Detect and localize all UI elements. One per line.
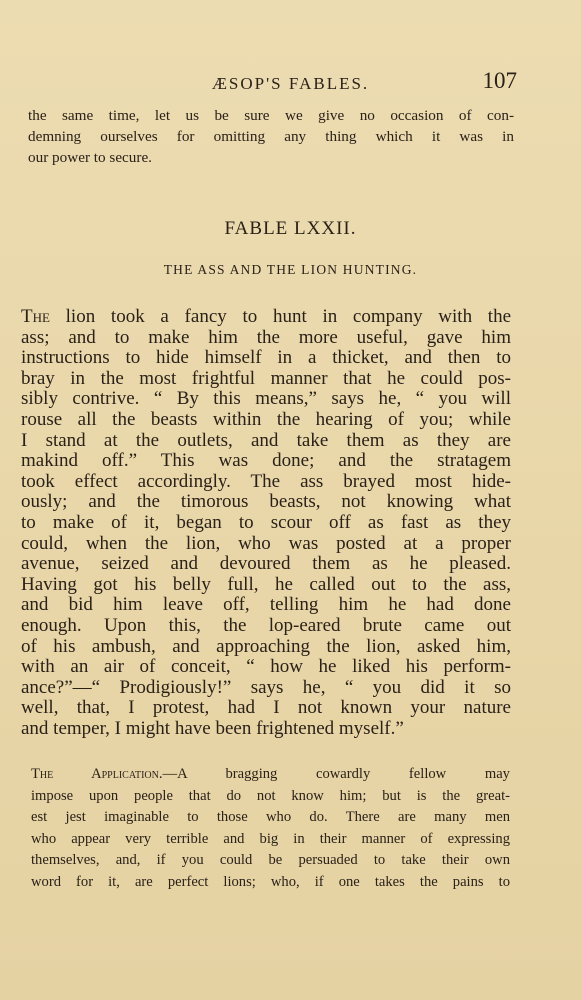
story-line: ass; and to make him the more useful, gave him — [21, 327, 511, 348]
carryover-line: the same time, let us be sure we give no occasion of con- — [28, 107, 514, 124]
story-line: ously; and the timorous beasts, not knowing what — [21, 492, 511, 513]
story-line: rouse all the beasts within the hearing of you; while — [21, 409, 511, 430]
story-line: took effect accordingly. The ass brayed most hide- — [21, 471, 511, 492]
story-first-word: The — [21, 307, 50, 327]
carryover-line: our power to secure. — [28, 149, 152, 166]
running-head: ÆSOP'S FABLES. — [211, 74, 370, 93]
story-line: avenue, seized and devoured them as he pleased. — [21, 554, 511, 575]
story-line: and bid him leave off, telling him he had done — [21, 595, 511, 616]
story-line: Having got his belly full, he called out to the ass, — [21, 574, 511, 595]
story-line: to make of it, began to scour off as fast as they — [21, 512, 511, 533]
story-line: I stand at the outlets, and take them as they are — [21, 430, 511, 451]
fable-title: THE ASS AND THE LION HUNTING. — [163, 262, 418, 277]
story-line: makind off.” This was done; and the stratagem — [21, 451, 511, 472]
fable-application — [31, 764, 510, 893]
application-line: who appear very terrible and big in their manner of expressing — [31, 830, 510, 847]
story-line: with an air of conceit, “ how he liked his perform- — [21, 657, 511, 678]
carryover-line: demning ourselves for omitting any thing which it was in — [28, 128, 514, 145]
carryover-paragraph — [28, 105, 514, 168]
page-header — [0, 68, 581, 102]
application-line: themselves, and, if you could be persuaded to take their own — [31, 852, 510, 868]
story-line: and temper, I might have been frightened myself.” — [21, 718, 404, 739]
application-first-line-rest: —A bragging cowardly fellow may — [162, 766, 510, 782]
story-line: bray in the most frightful manner that he could pos- — [21, 368, 511, 389]
story-line: instructions to hide himself in a thicket, and then to — [21, 348, 511, 369]
application-line: word for it, are perfect lions; who, if one takes the pains to — [31, 873, 510, 890]
application-line — [31, 764, 510, 786]
story-line: well, that, I protest, had I not known your nature — [21, 698, 511, 719]
story-line: ance?”—“ Prodigiously!” says he, “ you did it so — [21, 677, 511, 698]
application-label: The Application. — [31, 766, 163, 782]
story-line: sibly contrive. “ By this means,” says he, “ you will — [21, 389, 511, 410]
story-line: enough. Upon this, the lop-eared brute came out — [21, 615, 511, 636]
story-line: could, when the lion, who was posted at a proper — [21, 533, 511, 554]
story-line — [21, 307, 511, 328]
application-line: est jest imaginable to those who do. There are many men — [31, 809, 510, 825]
application-line: impose upon people that do not know him; but is the great- — [31, 787, 510, 804]
story-line: of his ambush, and approaching the lion, asked him, — [21, 636, 511, 657]
story-first-line-rest: lion took a fancy to hunt in company with the — [49, 307, 511, 327]
fable-number: FABLE LXXII. — [224, 218, 357, 239]
page-number: 107 — [482, 68, 517, 93]
fable-story — [21, 307, 511, 739]
